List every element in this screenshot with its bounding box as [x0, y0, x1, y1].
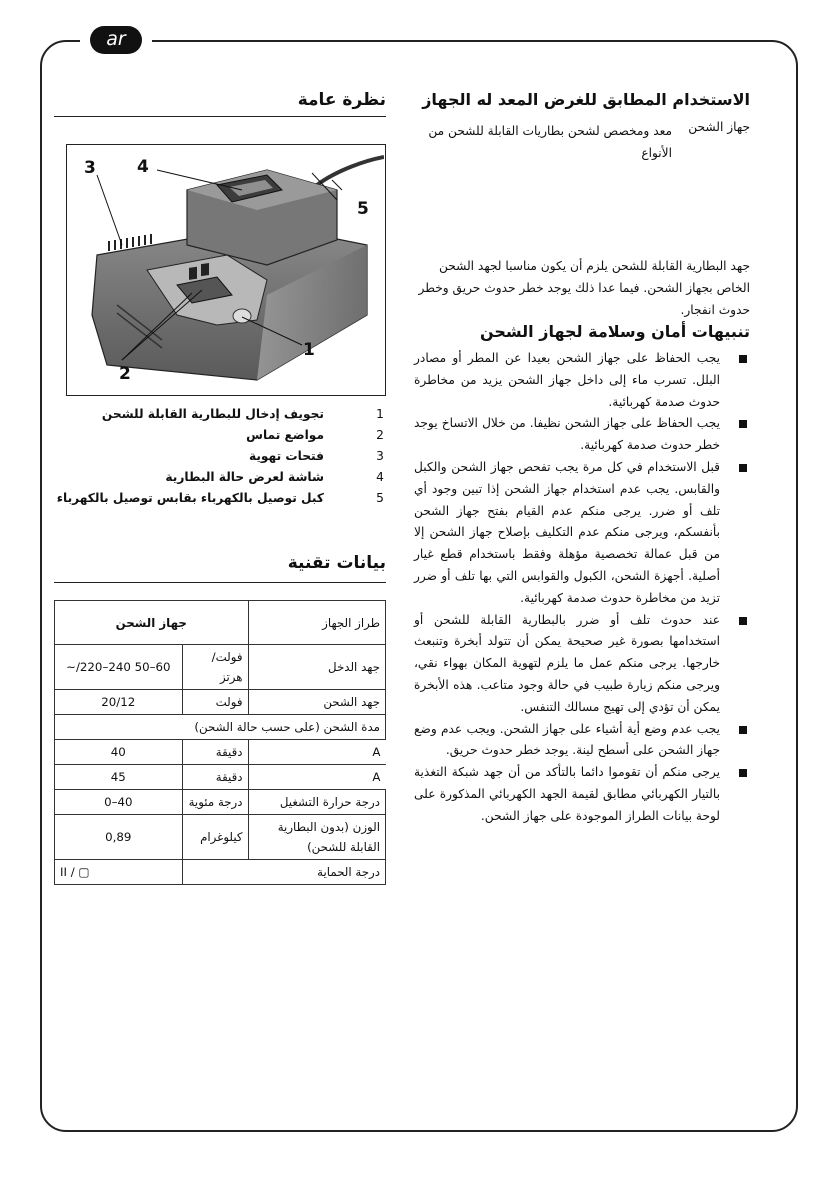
- technical-data-heading: بيانات تقنية: [287, 553, 386, 573]
- technical-data-rule: [54, 582, 386, 583]
- table-row: مدة الشحن (على حسب حالة الشحن): [55, 715, 386, 740]
- table-row: درجة حرارة التشغيل درجة مئوية 0–40: [55, 790, 386, 815]
- bullet-square-icon: [739, 420, 747, 428]
- table-row: جهد الشحن فولت 20/12: [55, 690, 386, 715]
- part-item: 4 شاشة لعرض حالة البطارية: [165, 470, 384, 484]
- safety-list: [414, 348, 750, 828]
- callout-3: 3: [84, 158, 96, 178]
- bullet-square-icon: [739, 726, 747, 734]
- part-item: 5 كبل توصيل بالكهرباء بقابس توصيل بالكهرباء: [56, 491, 384, 505]
- bullet-square-icon: [739, 769, 747, 777]
- language-badge: ar: [90, 26, 142, 54]
- callout-1: 1: [303, 340, 315, 360]
- intended-use-description: معد ومخصص لشحن بطاريات القابلة للشحن من الأنواع: [428, 124, 672, 160]
- callout-4: 4: [137, 157, 149, 177]
- safety-item: يجب الحفاظ على جهاز الشحن بعيدا عن المطر أو مصادر البلل. تسرب ماء إلى داخل جهاز الشحن يزيد من مخاطرة حدوث صدمة كهربائية.: [414, 348, 750, 413]
- parts-list: [54, 404, 386, 509]
- table-row: طراز الجهاز جهاز الشحن: [55, 601, 386, 645]
- bullet-square-icon: [739, 617, 747, 625]
- table-row: الوزن (بدون البطارية القابلة للشحن) كيلوغرام 0,89: [55, 815, 386, 860]
- charger-illustration: [66, 144, 386, 396]
- part-item: 3 فتحات تهوية: [248, 449, 384, 463]
- voltage-note: جهد البطارية القابلة للشحن يلزم أن يكون مناسبا لجهد الشحن الخاص بجهاز الشحن. فيما عدا ذلك يوجد خطر حدوث حريق وخطر حدوث انفجار.: [418, 259, 750, 317]
- part-item: 1 تجويف إدخال للبطارية القابلة للشحن: [101, 407, 384, 421]
- callout-2: 2: [119, 364, 131, 384]
- overview-heading: نظرة عامة: [297, 90, 386, 110]
- table-row: A دقيقة 40: [55, 740, 386, 765]
- table-row: A دقيقة 45: [55, 765, 386, 790]
- table-row: درجة الحماية II / ▢: [55, 860, 386, 885]
- overview-rule: [54, 116, 386, 117]
- safety-item: يجب عدم وضع أية أشياء على جهاز الشحن. ويجب عدم وضع جهاز الشحن على أسطح لينة. يوجد خطر حدوث حريق.: [414, 719, 750, 763]
- intended-use-heading: الاستخدام المطابق للغرض المعد له الجهاز: [422, 90, 750, 109]
- intended-use-term: جهاز الشحن: [688, 120, 750, 134]
- technical-data-table: [54, 600, 386, 885]
- safety-item: عند حدوث تلف أو ضرر بالبطارية القابلة للشحن أو استخدامها بصورة غير صحيحة يمكن أن تتولد أبخرة وتنبعث خارجها. يرجى منكم عمل ما يلزم لتهوية المكان بهواء نقي، ويرجى منكم زيارة طبيب في حالة وجود متاعب. هذه الأبخرة يمكن أن تؤدي إلى تهيج مسالك التنفس.: [414, 610, 750, 719]
- bullet-square-icon: [739, 355, 747, 363]
- part-item: 2 مواضع تماس: [246, 428, 384, 442]
- safety-item: قبل الاستخدام في كل مرة يجب تفحص جهاز الشحن والكبل والقابس. يجب عدم استخدام جهاز الشحن إذا تبين وجود أي تلف أو ضرر. يرجى منكم عدم القيام بفتح جهاز الشحن بأنفسكم، ويرجى منكم عدم التكليف بإصلاح جهاز الشحن إلا من قبل عمالة تخصصية مؤهلة وفقط باستخدام قطع غيار أصلية. أجهزة الشحن، الكبول والقوابس التي بها تلف أو ضرر تزيد من مخاطرة حدوث صدمة كهربائية.: [414, 457, 750, 610]
- safety-item: يرجى منكم أن تقوموا دائما بالتأكد من أن جهد شبكة التغذية بالتيار الكهربائي مطابق لقيمة الجهد الكهربائي المذكورة على لوحة بيانات الطراز الموجودة على جهاز الشحن.: [414, 762, 750, 827]
- safety-heading: تنبيهات أمان وسلامة لجهاز الشحن: [479, 322, 750, 341]
- bullet-square-icon: [739, 464, 747, 472]
- callout-5: 5: [357, 199, 369, 219]
- table-row: جهد الدخل فولت/ هرتز ~/220–240 50–60: [55, 645, 386, 690]
- safety-item: يجب الحفاظ على جهاز الشحن نظيفا. من خلال الاتساخ يوجد خطر حدوث صدمة كهربائية.: [414, 413, 750, 457]
